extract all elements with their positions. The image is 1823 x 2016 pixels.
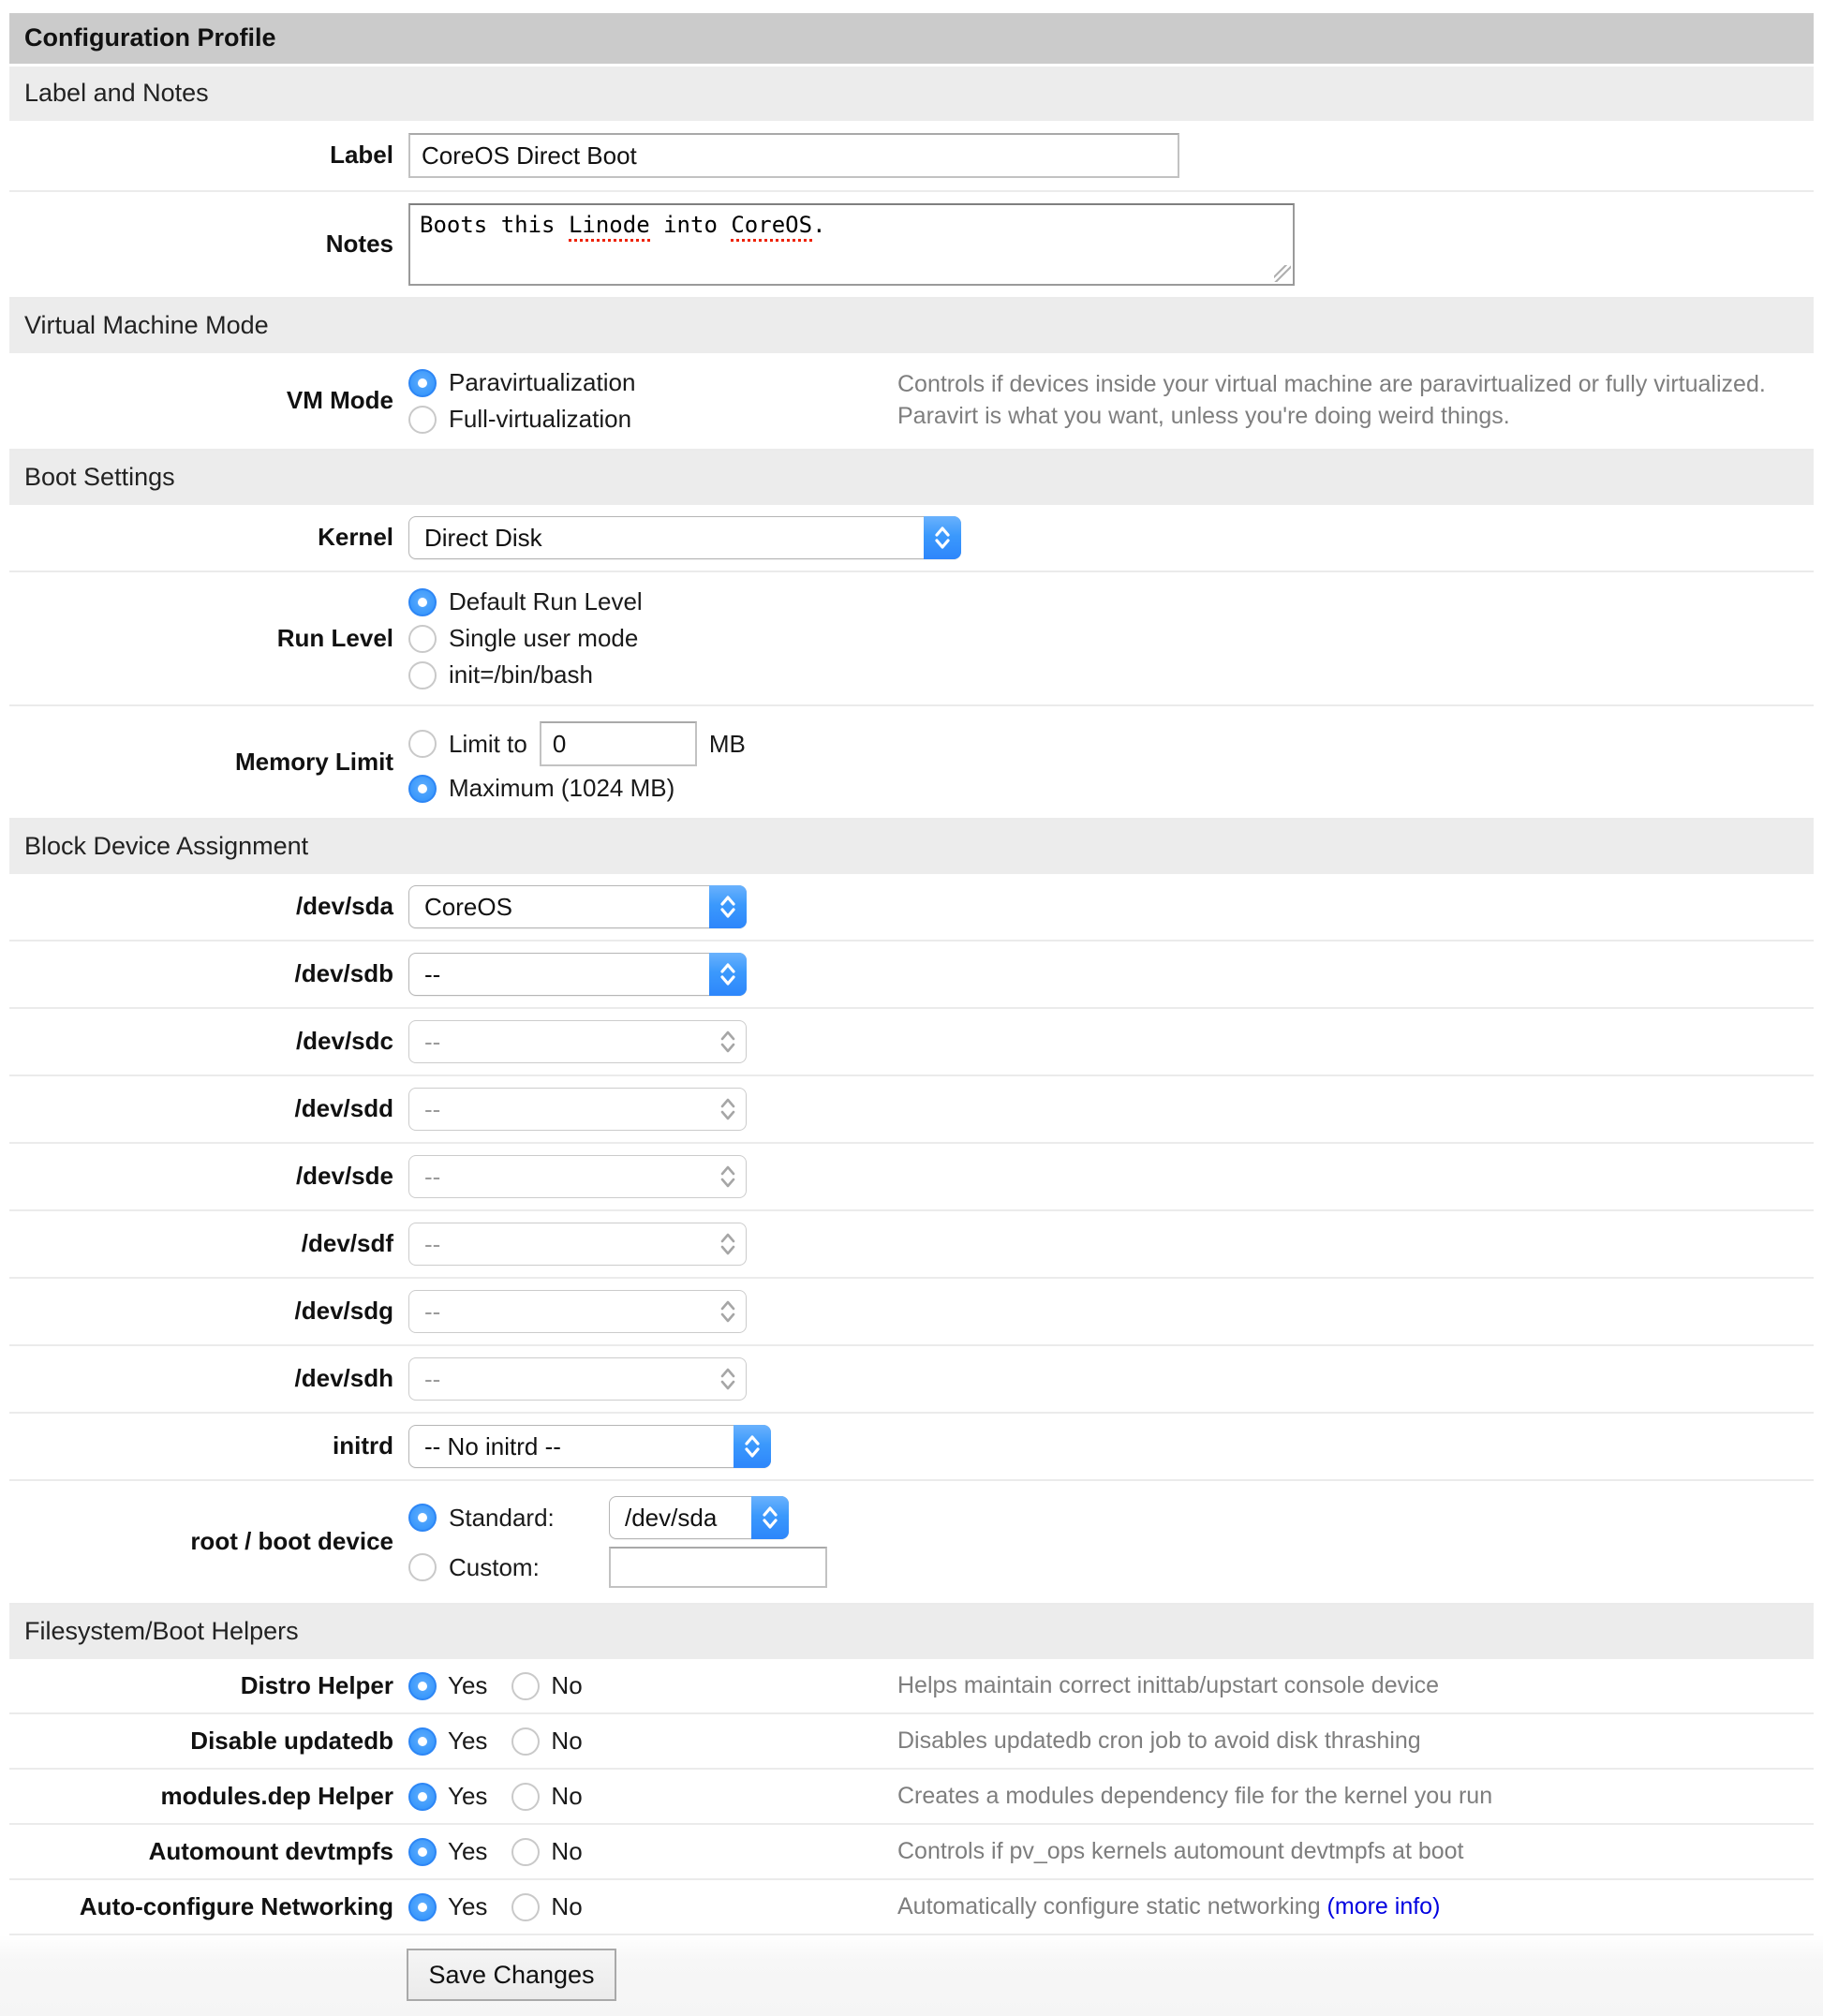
select-arrows-icon: [734, 1425, 771, 1468]
radio-custom-root[interactable]: [408, 1553, 437, 1581]
yes-label: Yes: [448, 1671, 488, 1699]
device-select-value: CoreOS: [424, 892, 512, 921]
label-input[interactable]: [408, 133, 1179, 178]
device-row-sdh: [9, 1346, 1814, 1414]
device-select-sdf: [408, 1223, 747, 1266]
select-arrows-icon: [709, 1020, 747, 1063]
helper-row-modules-dep: [9, 1770, 1814, 1825]
device-select-sdb[interactable]: [408, 953, 747, 996]
radio-full-virtualization-label: Full-virtualization: [449, 405, 632, 433]
radio-standard-root[interactable]: [408, 1504, 437, 1532]
radio-automount-devtmpfs-no[interactable]: [511, 1838, 540, 1866]
radio-autoconfigure-networking-yes[interactable]: [408, 1893, 437, 1921]
kernel-label: Kernel: [318, 523, 393, 552]
radio-modules-dep-no[interactable]: [511, 1783, 540, 1811]
helper-help: Controls if pv_ops kernels automount devtmpfs at boot: [897, 1837, 1464, 1864]
section-virtual-machine-mode: Virtual Machine Mode: [9, 299, 1814, 353]
helper-help: Helps maintain correct inittab/upstart console device: [897, 1671, 1440, 1698]
label-row: [9, 121, 1814, 192]
radio-default-run-level[interactable]: [408, 588, 437, 616]
configuration-profile-form: [9, 13, 1814, 1935]
yes-label: Yes: [448, 1837, 488, 1865]
notes-row: [9, 192, 1814, 299]
radio-full-virtualization[interactable]: [408, 406, 437, 434]
section-block-device-assignment: Block Device Assignment: [9, 820, 1814, 874]
device-select-value: --: [424, 1162, 441, 1191]
radio-disable-updatedb-no[interactable]: [511, 1727, 540, 1756]
radio-distro-helper-yes[interactable]: [408, 1672, 437, 1700]
device-select-sda[interactable]: [408, 885, 747, 928]
device-select-sdc: [408, 1020, 747, 1063]
notes-textarea[interactable]: [408, 203, 1295, 286]
radio-single-user-mode-label: Single user mode: [449, 624, 639, 652]
device-select-value: --: [424, 1027, 441, 1056]
radio-autoconfigure-networking-no[interactable]: [511, 1893, 540, 1921]
notes-text: Boots this: [420, 212, 569, 238]
device-row-sdd: [9, 1076, 1814, 1144]
device-select-value: --: [424, 1094, 441, 1123]
device-select-sde: [408, 1155, 747, 1198]
select-arrows-icon: [709, 1223, 747, 1266]
device-label: /dev/sdd: [294, 1094, 393, 1123]
no-label: No: [551, 1782, 583, 1810]
memory-unit-label: MB: [708, 729, 746, 758]
vm-mode-label: VM Mode: [286, 386, 393, 415]
device-label: /dev/sdb: [294, 959, 393, 988]
run-level-row: [9, 572, 1814, 706]
notes-text: .: [812, 212, 826, 238]
radio-custom-root-label: Custom:: [449, 1552, 540, 1581]
device-select-value: --: [424, 1229, 441, 1258]
radio-paravirtualization[interactable]: [408, 369, 437, 397]
device-label: /dev/sdc: [295, 1027, 393, 1056]
helper-label: modules.dep Helper: [160, 1781, 393, 1810]
radio-default-run-level-label: Default Run Level: [449, 587, 643, 615]
memory-limit-row: [9, 706, 1814, 820]
initrd-row: [9, 1414, 1814, 1481]
device-row-sda: [9, 874, 1814, 941]
device-row-sde: [9, 1144, 1814, 1211]
device-select-sdg: [408, 1290, 747, 1333]
helper-row-updatedb: [9, 1714, 1814, 1770]
kernel-select-value: Direct Disk: [424, 523, 542, 552]
memory-limit-label: Memory Limit: [234, 747, 393, 776]
device-row-sdg: [9, 1279, 1814, 1346]
radio-maximum-memory[interactable]: [408, 775, 437, 803]
notes-misspelled-word: CoreOS: [731, 212, 812, 242]
no-label: No: [551, 1837, 583, 1865]
vm-mode-row: [9, 353, 1814, 451]
helper-row-distro: [9, 1659, 1814, 1714]
no-label: No: [551, 1892, 583, 1920]
helper-label: Auto-configure Networking: [79, 1891, 393, 1920]
section-label-and-notes: Label and Notes: [9, 67, 1814, 121]
radio-maximum-memory-label: Maximum (1024 MB): [449, 774, 675, 802]
section-boot-settings: Boot Settings: [9, 451, 1814, 505]
select-arrows-icon: [709, 1290, 747, 1333]
device-label: /dev/sdh: [294, 1364, 393, 1393]
yes-label: Yes: [448, 1782, 488, 1810]
kernel-select[interactable]: [408, 516, 961, 559]
notes-field-label: Notes: [325, 230, 393, 259]
select-arrows-icon: [709, 885, 747, 928]
device-select-sdh: [408, 1357, 747, 1401]
device-select-value: --: [424, 1297, 441, 1326]
device-label: /dev/sdf: [301, 1229, 393, 1258]
device-select-sdd: [408, 1088, 747, 1131]
helper-label: Distro Helper: [240, 1670, 393, 1699]
select-arrows-icon: [709, 1155, 747, 1198]
memory-limit-input[interactable]: [540, 721, 697, 766]
form-footer: [0, 1935, 1823, 2016]
radio-automount-devtmpfs-yes[interactable]: [408, 1838, 437, 1866]
radio-init-bin-bash[interactable]: [408, 661, 437, 689]
select-arrows-icon: [751, 1496, 789, 1539]
select-arrows-icon: [709, 953, 747, 996]
notes-misspelled-word: Linode: [569, 212, 650, 242]
standard-root-select[interactable]: [609, 1496, 789, 1539]
select-arrows-icon: [924, 516, 961, 559]
device-select-value: --: [424, 959, 441, 988]
device-row-sdc: [9, 1009, 1814, 1076]
initrd-label: initrd: [333, 1431, 393, 1460]
save-changes-button[interactable]: Save Changes: [407, 1949, 616, 2001]
radio-single-user-mode[interactable]: [408, 625, 437, 653]
radio-distro-helper-no[interactable]: [511, 1672, 540, 1700]
initrd-select-value: -- No initrd --: [424, 1431, 561, 1460]
section-filesystem-boot-helpers: Filesystem/Boot Helpers: [9, 1605, 1814, 1659]
select-arrows-icon: [709, 1088, 747, 1131]
helper-label: Disable updatedb: [190, 1726, 393, 1755]
radio-standard-root-label: Standard:: [449, 1503, 555, 1532]
device-row-sdb: [9, 941, 1814, 1009]
helper-row-devtmpfs: [9, 1825, 1814, 1880]
helper-help: Automatically configure static networking: [897, 1892, 1327, 1920]
device-label: /dev/sde: [295, 1162, 393, 1191]
no-label: No: [551, 1671, 583, 1699]
radio-paravirtualization-label: Paravirtualization: [449, 368, 636, 396]
label-field-label: Label: [330, 141, 393, 170]
helper-help: Disables updatedb cron job to avoid disk thrashing: [897, 1727, 1421, 1754]
kernel-row: [9, 505, 1814, 572]
device-label: /dev/sdg: [294, 1297, 393, 1326]
yes-label: Yes: [448, 1727, 488, 1755]
device-select-value: --: [424, 1364, 441, 1393]
more-info-link[interactable]: (more info): [1326, 1892, 1441, 1920]
helper-help: Creates a modules dependency file for the kernel you run: [897, 1782, 1493, 1809]
radio-modules-dep-yes[interactable]: [408, 1783, 437, 1811]
initrd-select[interactable]: [408, 1425, 771, 1468]
radio-limit-to-label: Limit to: [449, 729, 527, 758]
select-arrows-icon: [709, 1357, 747, 1401]
textarea-resize-grip-icon[interactable]: [1274, 265, 1291, 282]
vm-mode-help: Controls if devices inside your virtual machine are paravirtualized or fully virtualized. Paravirt is what you want, unless you're doing weird things.: [897, 371, 1766, 429]
device-label: /dev/sda: [295, 892, 393, 921]
standard-root-select-value: /dev/sda: [625, 1503, 718, 1532]
helper-label: Automount devtmpfs: [148, 1836, 393, 1865]
custom-root-input[interactable]: [609, 1547, 827, 1588]
page-title: Configuration Profile: [9, 13, 1814, 64]
yes-label: Yes: [448, 1892, 488, 1920]
notes-text: into: [649, 212, 732, 238]
root-boot-device-label: root / boot device: [190, 1527, 393, 1556]
root-boot-device-row: [9, 1481, 1814, 1605]
radio-disable-updatedb-yes[interactable]: [408, 1727, 437, 1756]
no-label: No: [551, 1727, 583, 1755]
helper-row-networking: [9, 1880, 1814, 1935]
run-level-label: Run Level: [276, 623, 393, 652]
radio-limit-to[interactable]: [408, 730, 437, 758]
radio-init-bin-bash-label: init=/bin/bash: [449, 660, 593, 689]
device-row-sdf: [9, 1211, 1814, 1279]
